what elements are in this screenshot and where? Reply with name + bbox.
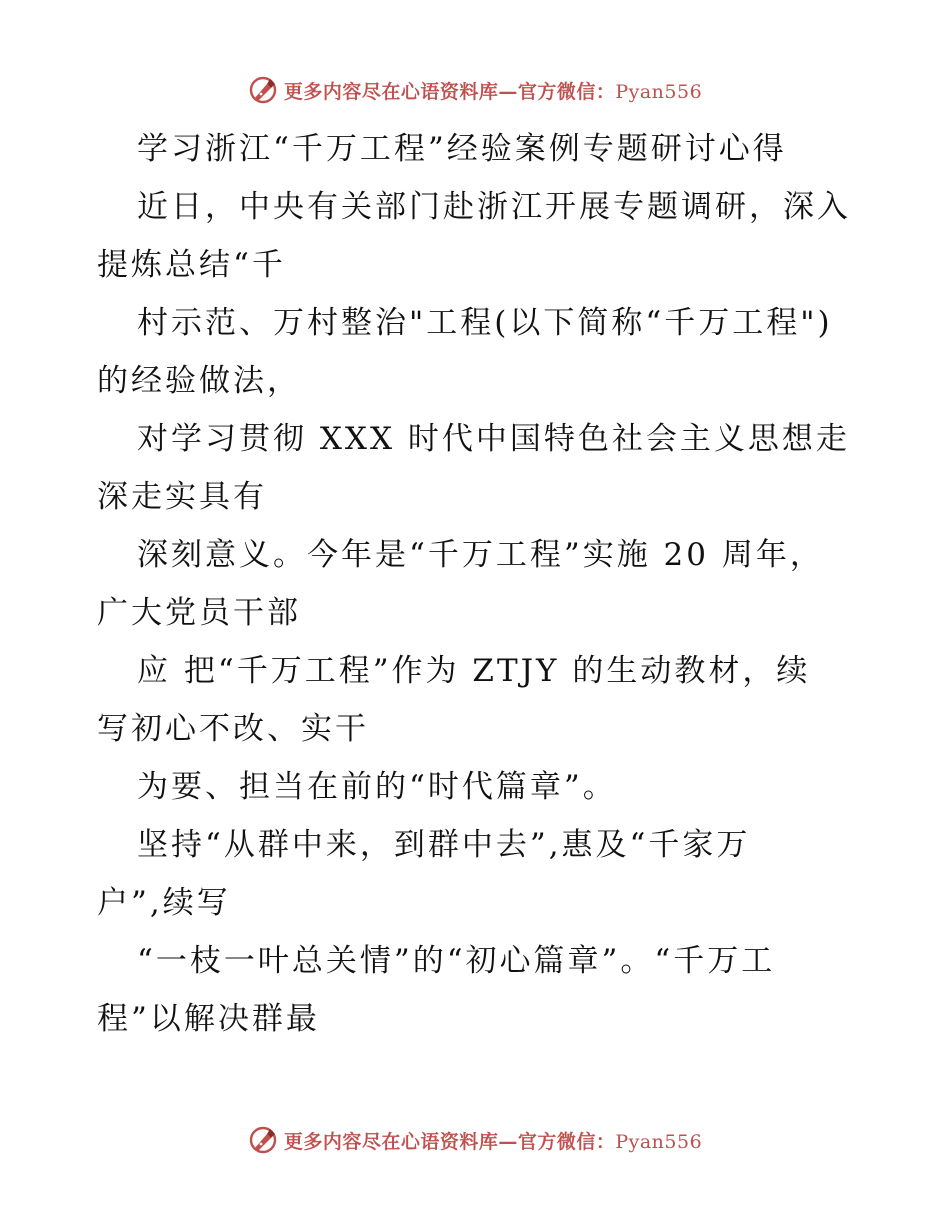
document-body bbox=[97, 120, 857, 1048]
header-promo-text: 更多内容尽在心语资料库—官方微信：Pyan556 bbox=[283, 80, 703, 103]
paragraph-line: 深走实具有 bbox=[97, 479, 267, 515]
pen-nib-logo-icon bbox=[248, 1125, 278, 1155]
paragraph-line: 提炼总结“千 bbox=[97, 247, 286, 283]
paragraph-line: 为要、担当在前的“时代篇章”。 bbox=[137, 769, 617, 805]
header-wechat-id: Pyan556 bbox=[615, 80, 703, 103]
paragraph-line: 广大党员干部 bbox=[97, 595, 301, 631]
document-title: 学习浙江“千万工程”经验案例专题研讨心得 bbox=[137, 131, 787, 167]
paragraph-line: 深刻意义。今年是“千万工程”实施 20 周年， bbox=[137, 537, 824, 573]
paragraph-line: 近日，中央有关部门赴浙江开展专题调研，深入 bbox=[137, 189, 851, 225]
paragraph-line: 程”以解决群最 bbox=[97, 1001, 320, 1037]
paragraph-line: “一枝一叶总关情”的“初心篇章”。“千万工 bbox=[137, 943, 776, 979]
pen-nib-logo-icon bbox=[248, 75, 278, 105]
header-banner bbox=[0, 70, 950, 110]
footer-wechat-id: Pyan556 bbox=[615, 1130, 703, 1153]
footer-promo-text: 更多内容尽在心语资料库—官方微信：Pyan556 bbox=[283, 1130, 703, 1153]
paragraph-line: 对学习贯彻 XXX 时代中国特色社会主义思想走 bbox=[137, 421, 850, 457]
paragraph-line: 的经验做法， bbox=[97, 363, 301, 399]
paragraph-line: 应 把“千万工程”作为 ZTJY 的生动教材，续 bbox=[137, 653, 811, 689]
paragraph-line: 写初心不改、实干 bbox=[97, 711, 369, 747]
paragraph-line: 户”,续写 bbox=[97, 885, 231, 921]
paragraph-line: 坚持“从群中来，到群中去”,惠及“千家万 bbox=[137, 827, 751, 863]
footer-banner bbox=[0, 1120, 950, 1160]
paragraph-line: 村示范、万村整治"工程(以下简称“千万工程") bbox=[137, 305, 833, 341]
